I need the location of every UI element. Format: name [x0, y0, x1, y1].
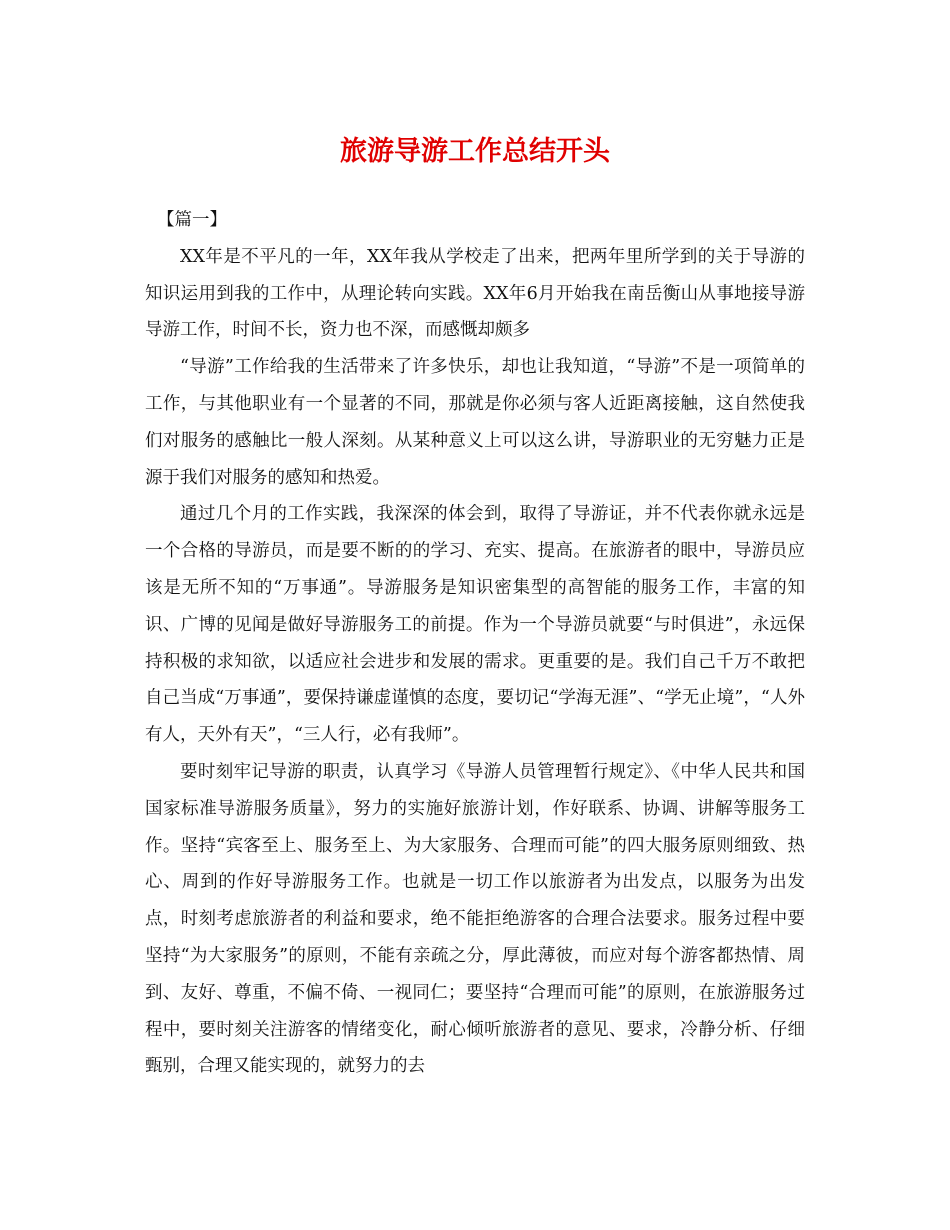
paragraph-1: XX年是不平凡的一年，XX年我从学校走了出来，把两年里所学到的关于导游的知识运用到我的工作中，从理论转向实践。XX年6月开始我在南岳衡山从事地接导游导游工作，时间不长，资力也不深，而感慨却颇多	[145, 246, 805, 341]
document-title: 旅游导游工作总结开头	[340, 136, 610, 167]
paragraph-3: 通过几个月的工作实践，我深深的体会到，取得了导游证，并不代表你就永远是一个合格的导游员，而是要不断的的学习、充实、提高。在旅游者的眼中，导游员应该是无所不知的“万事通”。导游服务是知识密集型的高智能的服务工作，丰富的知识、广博的见闻是做好导游服务工的前提。作为一个导游员就要“与时俱进”，永远保持积极的求知欲，以适应社会进步和发展的需求。更重要的是。我们自己千万不敢把自己当成“万事通”，要保持谦虚谨慎的态度，要切记“学海无涯”、“学无止境”，“人外有人，天外有天”，“三人行，必有我师”。	[145, 504, 805, 746]
paragraph-4: 要时刻牢记导游的职责，认真学习《导游人员管理暂行规定》、《中华人民共和国国家标准导游服务质量》，努力的实施好旅游计划，作好联系、协调、讲解等服务工作。坚持“宾客至上、服务至上、为大家服务、合理而可能”的四大服务原则细致、热心、周到的作好导游服务工作。也就是一切工作以旅游者为出发点，以服务为出发点，时刻考虑旅游者的利益和要求，绝不能拒绝游客的合理合法要求。服务过程中要坚持“为大家服务”的原则，不能有亲疏之分，厚此薄彼，而应对每个游客都热情、周到、友好、尊重，不偏不倚、一视同仁；要坚持“合理而可能”的原则，在旅游服务过程中，要时刻关注游客的情绪变化，耐心倾听旅游者的意见、要求，冷静分析、仔细甄别，合理又能实现的，就努力的去	[145, 761, 805, 1077]
section-label: 【篇一】	[157, 210, 227, 230]
document-body	[145, 202, 805, 1085]
paragraph-2: “导游”工作给我的生活带来了许多快乐，却也让我知道，“导游”不是一项简单的工作，与其他职业有一个显著的不同，那就是你必须与客人近距离接触，这自然使我们对服务的感触比一般人深刻。从某种意义上可以这么讲，导游职业的无穷魅力正是源于我们对服务的感知和热爱。	[145, 357, 805, 488]
